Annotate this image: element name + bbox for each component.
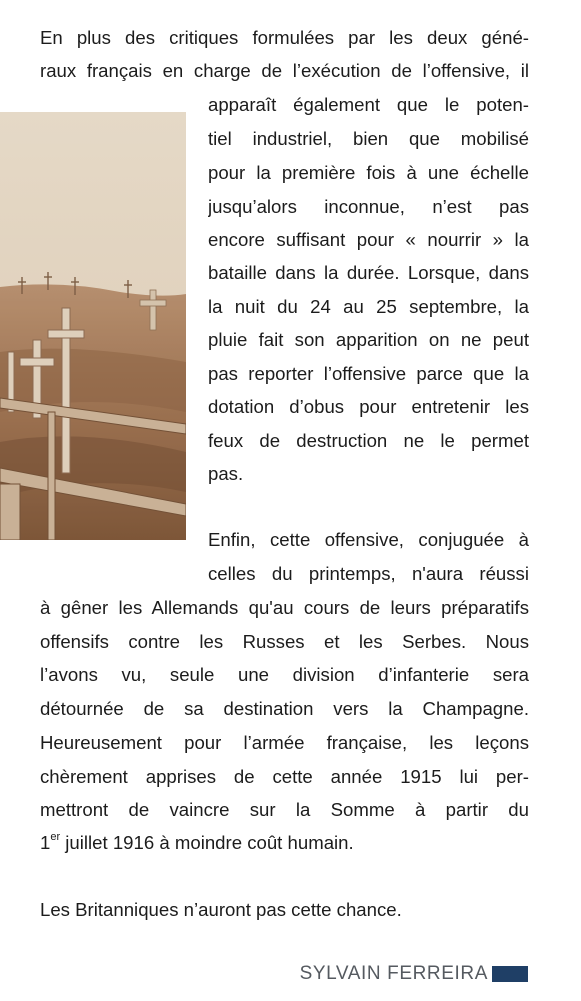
- author-signature: [300, 963, 528, 985]
- text-line: En plus des critiques formulées par les deux géné-: [40, 27, 529, 48]
- text-line: pluie fait son apparition on ne peut: [208, 329, 529, 350]
- text-line: [40, 826, 529, 859]
- text-line: mettront de vaincre sur la Somme à partir du: [40, 799, 529, 820]
- signature-bar-icon: [492, 966, 528, 982]
- date-number: 1: [40, 832, 51, 853]
- text-line: Les Britanniques n’auront pas cette chance.: [40, 899, 402, 920]
- text-line: raux français en charge de l’exécution de l’offensive, il: [40, 60, 529, 81]
- text-line: pas.: [208, 463, 244, 484]
- text-line: offensifs contre les Russes et les Serbes. Nous: [40, 631, 529, 652]
- text-line: chèrement apprises de cette année 1915 lui per-: [40, 766, 529, 787]
- text-line: celles du printemps, n'aura réussi: [208, 563, 529, 584]
- text-line: Heureusement pour l’armée française, les leçons: [40, 732, 529, 753]
- text-line: apparaît également que le poten-: [208, 94, 529, 115]
- text-line: bataille dans la durée. Lorsque, dans: [208, 262, 529, 283]
- war-cemetery-crosses-photo: [0, 112, 186, 540]
- text-line: feux de destruction ne le permet: [208, 430, 529, 451]
- text-line: Enfin, cette offensive, conjuguée à: [208, 529, 529, 550]
- text-line: tiel industriel, bien que mobilisé: [208, 128, 529, 149]
- text-line: la nuit du 24 au 25 septembre, la: [208, 296, 529, 317]
- ordinal-superscript: er: [50, 830, 61, 843]
- text-line: pour la première fois à une échelle: [208, 162, 529, 183]
- text-line: à gêner les Allemands qu'au cours de leurs préparatifs: [40, 597, 529, 618]
- text-line: pas reporter l’offensive parce que la: [208, 363, 529, 384]
- text-line: l’avons vu, seule une division d’infanterie sera: [40, 664, 529, 685]
- text-line: encore suffisant pour « nourrir » la: [208, 229, 529, 250]
- text-line: détournée de sa destination vers la Champagne.: [40, 698, 529, 719]
- date-rest: juillet 1916 à moindre coût humain.: [60, 832, 354, 853]
- author-name: SYLVAIN FERREIRA: [299, 963, 488, 984]
- text-line: jusqu’alors inconnue, n’est pas: [208, 196, 529, 217]
- text-line: dotation d’obus pour entretenir les: [208, 396, 529, 417]
